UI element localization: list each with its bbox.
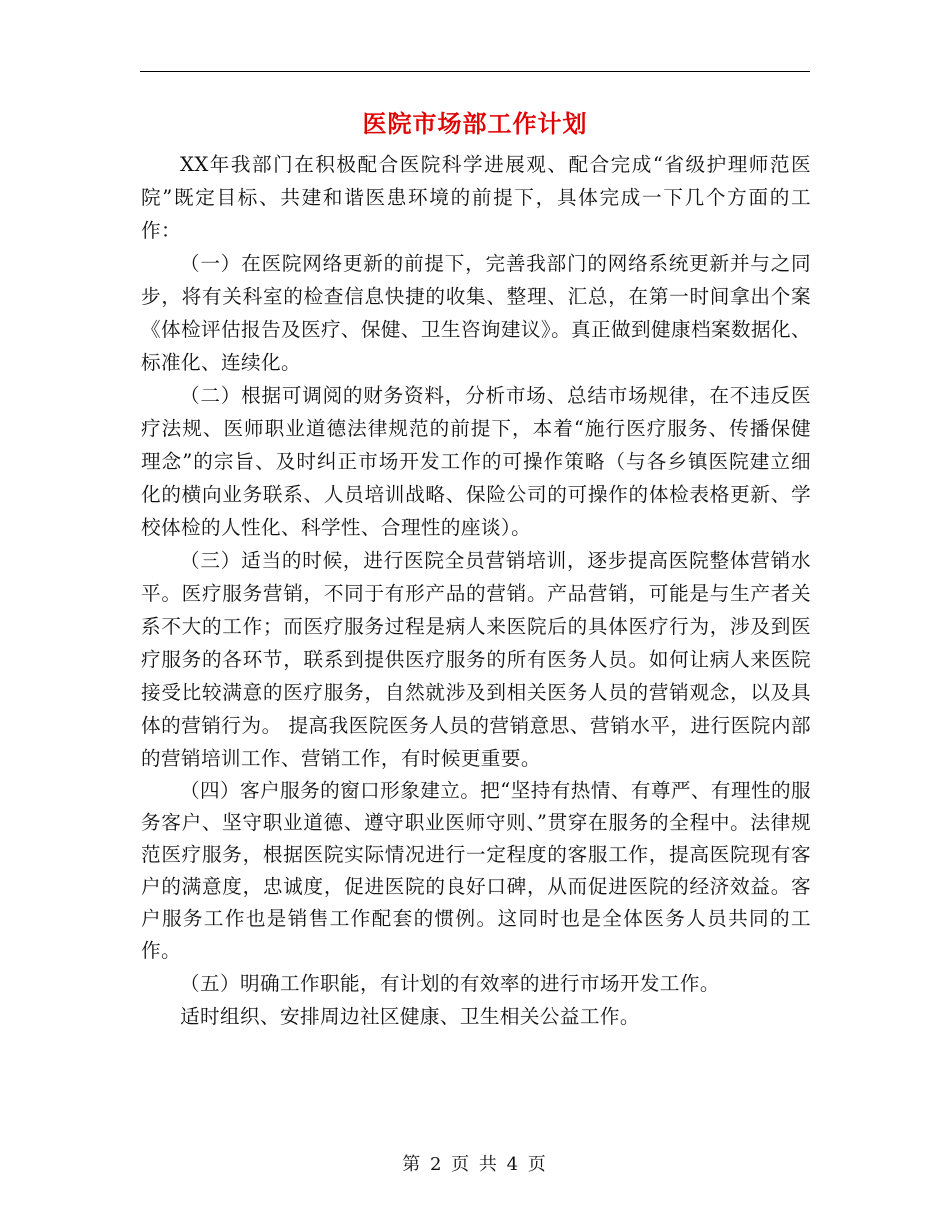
header-rule: [140, 71, 810, 72]
paragraph-item-4: （四）客户服务的窗口形象建立。把“坚持有热情、有尊严、有理性的服务客户、坚守职业道德、遵守职业医师守则、”贯穿在服务的全程中。法律规范医疗服务，根据医院实际情况进行一定程度的客服工作，提高医院现有客户的满意度，忠诚度，促进医院的良好口碑，从而促进医院的经济效益。客户服务工作也是销售工作配套的惯例。这同时也是全体医务人员共同的工作。: [141, 779, 811, 962]
document-body: [141, 148, 811, 1033]
paragraph-item-3: （三）适当的时候，进行医院全员营销培训，逐步提高医院整体营销水平。医疗服务营销，不同于有形产品的营销。产品营销，可能是与生产者关系不大的工作；而医疗服务过程是病人来医院后的具体医疗行为，涉及到医疗服务的各环节，联系到提供医疗服务的所有医务人员。如何让病人来医院接受比较满意的医疗服务，自然就涉及到相关医务人员的营销观念，以及具体的营销行为。 提高我医院医务人员的营销意思、营销水平，进行医院内部的营销培训工作、营销工作，有时候更重要。: [141, 549, 811, 770]
paragraph-item-1: （一）在医院网络更新的前提下，完善我部门的网络系统更新并与之同步，将有关科室的检查信息快捷的收集、整理、汇总，在第一时间拿出个案《体检评估报告及医疗、保健、卫生咨询建议》。真正做到健康档案数据化、标准化、连续化。: [141, 252, 811, 374]
page-number: 第 2 页 共 4 页: [402, 1154, 548, 1175]
paragraph-intro: XX年我部门在积极配合医院科学进展观、配合完成“省级护理师范医院”既定目标、共建和谐医患环境的前提下，具体完成一下几个方面的工作：: [141, 153, 811, 242]
paragraph-item-2: （二）根据可调阅的财务资料，分析市场、总结市场规律，在不违反医疗法规、医师职业道德法律规范的前提下，本着“施行医疗服务、传播保健理念”的宗旨、及时纠正市场开发工作的可操作策略（与各乡镇医院建立细化的横向业务联系、人员培训战略、保险公司的可操作的体检表格更新、学校体检的人性化、科学性、合理性的座谈）。: [141, 384, 811, 539]
document-title: 医院市场部工作计划: [362, 109, 588, 138]
paragraph-item-5: （五）明确工作职能，有计划的有效率的进行市场开发工作。: [180, 972, 720, 995]
paragraph-closing: 适时组织、安排周边社区健康、卫生相关公益工作。: [180, 1005, 640, 1028]
